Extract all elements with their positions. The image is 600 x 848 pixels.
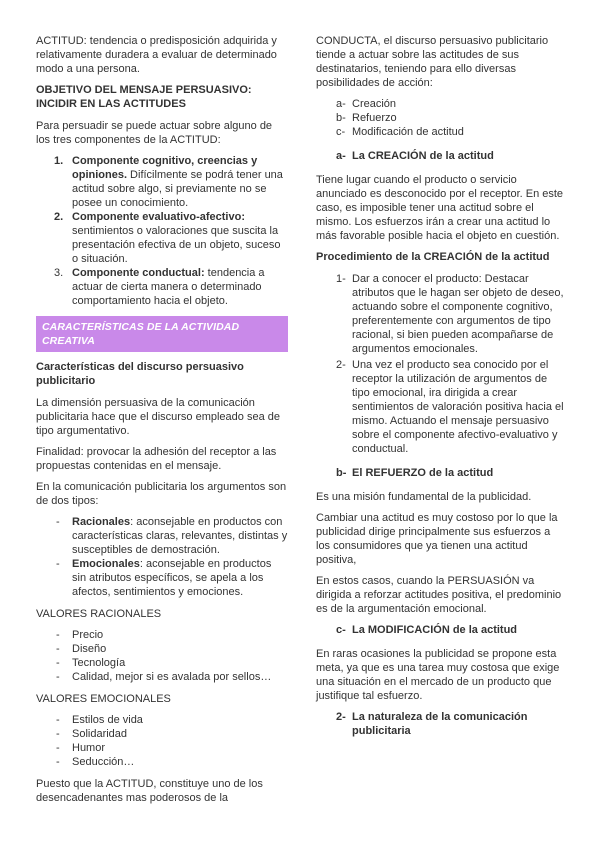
conducta-paragraph: CONDUCTA, el discurso persuasivo publicitario tiende a actuar sobre las actitudes de sus destinatarios, teniendo para ello diversas posibilidades de acción: [316, 35, 549, 89]
value-text: Seducción… [72, 756, 135, 768]
value-text: Diseño [72, 643, 107, 655]
dash-bullet: - [56, 714, 60, 726]
list-number: 2. [54, 211, 64, 223]
modification-heading [316, 623, 564, 637]
list-item [36, 210, 288, 266]
value-text: Solidaridad [72, 728, 128, 740]
section-title: El REFUERZO de la actitud [352, 467, 494, 479]
value-text: Tecnología [72, 657, 126, 669]
dash-bullet: - [56, 657, 60, 669]
creation-paragraph: Tiene lugar cuando el producto o servicio anunciado es desconocido por el receptor. En este caso, es imposible tener una actitud sobre el mismo. Los esfuerzos irán a crear una actitud lo más favorable posible hacia el objeto en cuestión. [316, 174, 564, 242]
rational-values-list [36, 628, 288, 684]
emotional-values-heading: VALORES EMOCIONALES [36, 693, 171, 705]
procedure-heading: Procedimiento de la CREACIÓN de la actitud [316, 251, 550, 263]
actitud-definition: ACTITUD: tendencia o predisposición adquirida y relativamente duradera a evaluar de determinado modo a una persona. [36, 35, 277, 75]
list-item [36, 642, 288, 656]
list-item [316, 272, 564, 356]
actions-list [316, 97, 564, 139]
procedure-text: Una vez el producto sea conocido por el receptor la utilización de argumentos de tipo emocional, ira dirigida a crear sentimientos de valoración positiva hacia el mismo. Actuando el mensaje persuasivo sobre el componente afectivo-evaluativo y conductual. [352, 359, 564, 455]
list-item [36, 154, 288, 210]
section-title: La CREACIÓN de la actitud [352, 150, 494, 162]
argument-type: Racionales [72, 516, 131, 528]
list-item [36, 670, 288, 684]
reinforcement-heading [316, 466, 564, 480]
list-number: 1. [54, 155, 64, 167]
list-item [36, 266, 288, 308]
section-title: La naturaleza de la comunicación publicitaria [352, 711, 528, 737]
paragraph: En la comunicación publicitaria los argumentos son de dos tipos: [36, 481, 287, 507]
modification-paragraph: En raras ocasiones la publicidad se propone esta meta, ya que es una tarea muy costosa que exige una situación en el mercado de un producto que justifique tal esfuerzo. [316, 648, 560, 702]
section-letter: b- [336, 467, 347, 479]
list-item [36, 515, 288, 557]
section-title: La MODIFICACIÓN de la actitud [352, 624, 518, 636]
persuade-intro: Para persuadir se puede actuar sobre alguno de los tres componentes de la ACTITUD: [36, 120, 273, 146]
paragraph: Cambiar una actitud es muy costoso por lo que la publicidad dirige principalmente sus esfuerzos a los consumidores que ya tienen una actitud positiva, [316, 512, 558, 566]
dash-bullet: - [56, 728, 60, 740]
right-column [316, 34, 564, 748]
dash-bullet: - [56, 558, 60, 570]
objective-heading: OBJETIVO DEL MENSAJE PERSUASIVO: INCIDIR EN LAS ACTITUDES [36, 84, 252, 110]
value-text: Humor [72, 742, 106, 754]
components-list [36, 154, 288, 308]
section-banner: CARACTERÍSTICAS DE LA ACTIVIDAD CREATIVA [36, 316, 288, 352]
list-item [316, 97, 564, 111]
list-number: 2- [336, 359, 346, 371]
argument-text: : aconsejable en productos con características claras, relevantes, distintas y susceptibles de demostración. [72, 516, 288, 556]
paragraph: Finalidad: provocar la adhesión del receptor a las propuestas contenidas en el mensaje. [36, 446, 277, 472]
procedure-list [316, 272, 564, 456]
dash-bullet: - [56, 629, 60, 641]
section-letter: a- [336, 150, 346, 162]
section-letter: c- [336, 624, 346, 636]
rational-values-heading: VALORES RACIONALES [36, 608, 162, 620]
list-item [36, 628, 288, 642]
value-text: Estilos de vida [72, 714, 143, 726]
left-column [36, 34, 288, 812]
paragraph: En estos casos, cuando la PERSUASIÓN va dirigida a reforzar actitudes positiva, el predominio es de la argumentación emocional. [316, 575, 562, 615]
list-item [316, 358, 564, 456]
list-number: 3. [54, 267, 64, 279]
list-item [316, 125, 564, 139]
list-letter: a- [336, 98, 346, 110]
list-item [36, 727, 288, 741]
list-item [36, 741, 288, 755]
value-text: Calidad, mejor si es avalada por sellos… [72, 671, 272, 683]
component-title: Componente conductual: [72, 267, 205, 279]
component-title: Componente evaluativo-afectivo: [72, 211, 245, 223]
list-item [36, 656, 288, 670]
argument-text: : aconsejable en productos sin atributos específicos, se apela a los afectos, sentimientos y emociones. [72, 558, 272, 598]
component-text: sentimientos o valoraciones que suscita la presentación efectiva de un objeto, suceso o situación. [72, 225, 281, 265]
argument-types-list [36, 515, 288, 599]
list-number: 1- [336, 273, 346, 285]
action-text: Creación [352, 98, 397, 110]
argument-type: Emocionales [72, 558, 140, 570]
dash-bullet: - [56, 671, 60, 683]
list-letter: b- [336, 112, 346, 124]
action-text: Modificación de actitud [352, 126, 464, 138]
list-letter: c- [336, 126, 346, 138]
component-text: Difícilmente se podrá tener una actitud sobre algo, si previamente no se posee un conocimiento. [72, 169, 283, 209]
list-item [36, 557, 288, 599]
section-number: 2- [336, 711, 346, 723]
features-heading: Características del discurso persuasivo publicitario [36, 361, 244, 387]
list-item [36, 755, 288, 769]
list-item [316, 111, 564, 125]
emotional-values-list [36, 713, 288, 769]
closing-paragraph: Puesto que la ACTITUD, constituye uno de los desencadenantes mas poderosos de la [36, 778, 263, 804]
paragraph: La dimensión persuasiva de la comunicación publicitaria hace que el discurso empleado sea de tipo argumentativo. [36, 397, 280, 437]
dash-bullet: - [56, 643, 60, 655]
list-item [36, 713, 288, 727]
value-text: Precio [72, 629, 104, 641]
dash-bullet: - [56, 756, 60, 768]
action-text: Refuerzo [352, 112, 397, 124]
nature-heading [316, 710, 564, 738]
paragraph: Es una misión fundamental de la publicidad. [316, 491, 532, 503]
component-title: Componente cognitivo, creencias y opiniones. [72, 155, 258, 181]
procedure-text: Dar a conocer el producto: Destacar atributos que le hagan ser objeto de deseo, actuando sobre el componente cognitivo, preferentemente con argumentos de tipo racional, si bien pueden acompañarse de argumentos emocionales. [352, 273, 564, 355]
component-text: tendencia a actuar de cierta manera o determinado comportamiento hacia el objeto. [72, 267, 265, 307]
creation-heading [316, 149, 564, 163]
dash-bullet: - [56, 742, 60, 754]
dash-bullet: - [56, 516, 60, 528]
